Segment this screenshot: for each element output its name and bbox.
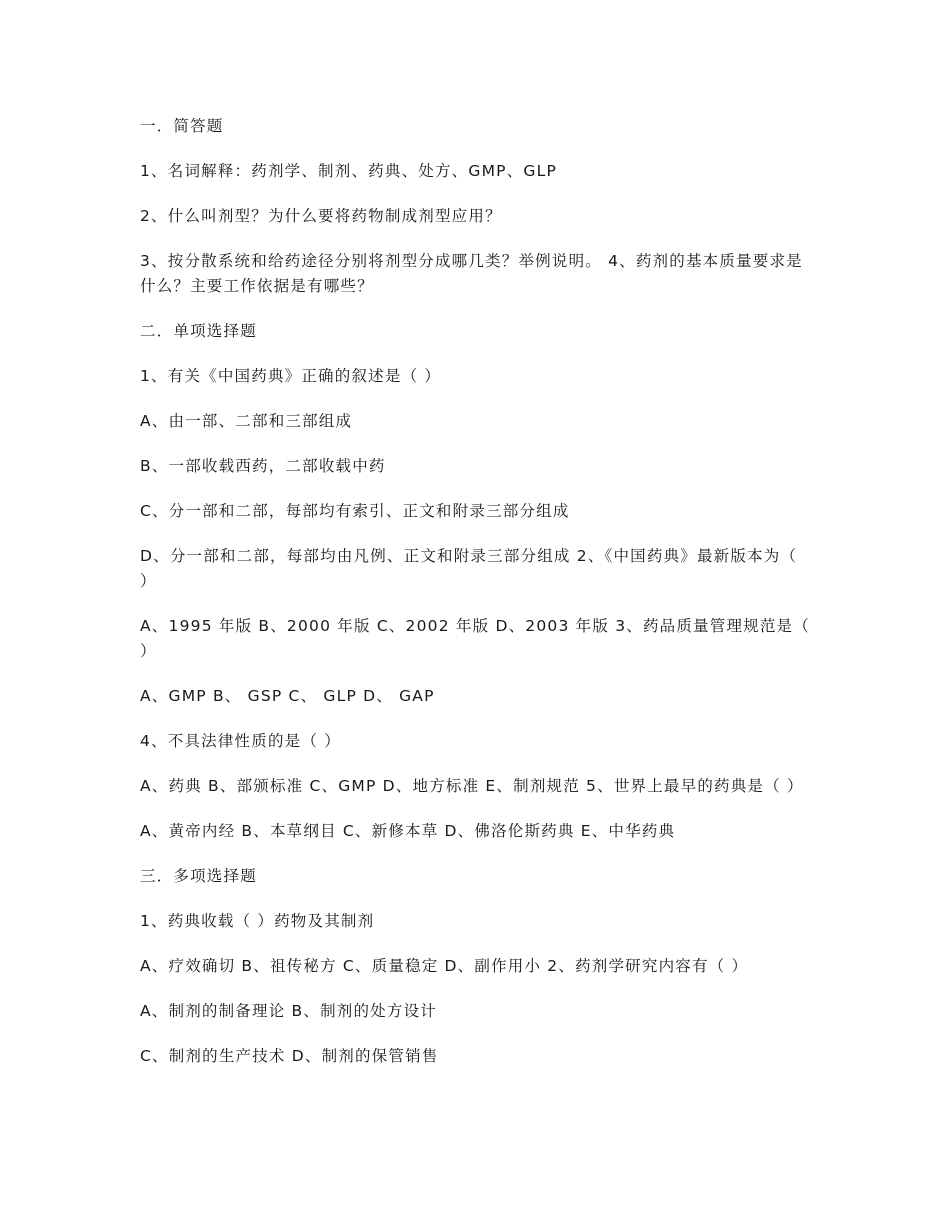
option-c: C、分一部和二部，每部均有索引、正文和附录三部分组成 [140,502,570,520]
option-d-question-2: D、分一部和二部，每部均由凡例、正文和附录三部分组成 2、《中国药典》最新版本为（ ） [140,547,798,590]
options-question-5: A、药典 B、部颁标准 C、GMP D、地方标准 E、制剂规范 5、世界上最早的药典是（ ） [140,777,804,795]
section-heading-multiple-choice: 三．多项选择题 [140,867,257,885]
options-question-3: A、1995 年版 B、2000 年版 C、2002 年版 D、2003 年版 3、药品质量管理规范是（ ） [140,617,810,660]
multiple-choice-question-1: 1、药典收载（ ）药物及其制剂 [140,912,375,930]
question-3-4-classification: 3、按分散系统和给药途径分别将剂型分成哪几类？举例说明。 4、药剂的基本质量要求是什么？主要工作依据是有哪些？ [140,252,803,295]
options-question-2-multi: A、疗效确切 B、祖传秘方 C、质量稳定 D、副作用小 2、药剂学研究内容有（ ） [140,957,749,975]
option-a: A、由一部、二部和三部组成 [140,412,353,430]
document-body [140,114,812,1069]
options-gmp-gsp: A、GMP B、 GSP C、 GLP D、 GAP [140,687,435,705]
single-choice-question-1: 1、有关《中国药典》正确的叙述是（ ） [140,367,442,385]
question-1-terms: 1、名词解释：药剂学、制剂、药典、处方、GMP、GLP [140,162,557,180]
single-choice-question-4: 4、不具法律性质的是（ ） [140,732,341,750]
section-heading-single-choice: 二．单项选择题 [140,322,257,340]
options-research-a-b: A、制剂的制备理论 B、制剂的处方设计 [140,1002,437,1020]
options-research-c-d: C、制剂的生产技术 D、制剂的保管销售 [140,1047,439,1065]
option-b: B、一部收载西药，二部收载中药 [140,457,386,475]
section-heading-short-answer: 一．简答题 [140,117,224,135]
question-2-dosage-form: 2、什么叫剂型？为什么要将药物制成剂型应用？ [140,207,502,225]
options-earliest-pharmacopoeia: A、黄帝内经 B、本草纲目 C、新修本草 D、佛洛伦斯药典 E、中华药典 [140,822,676,840]
